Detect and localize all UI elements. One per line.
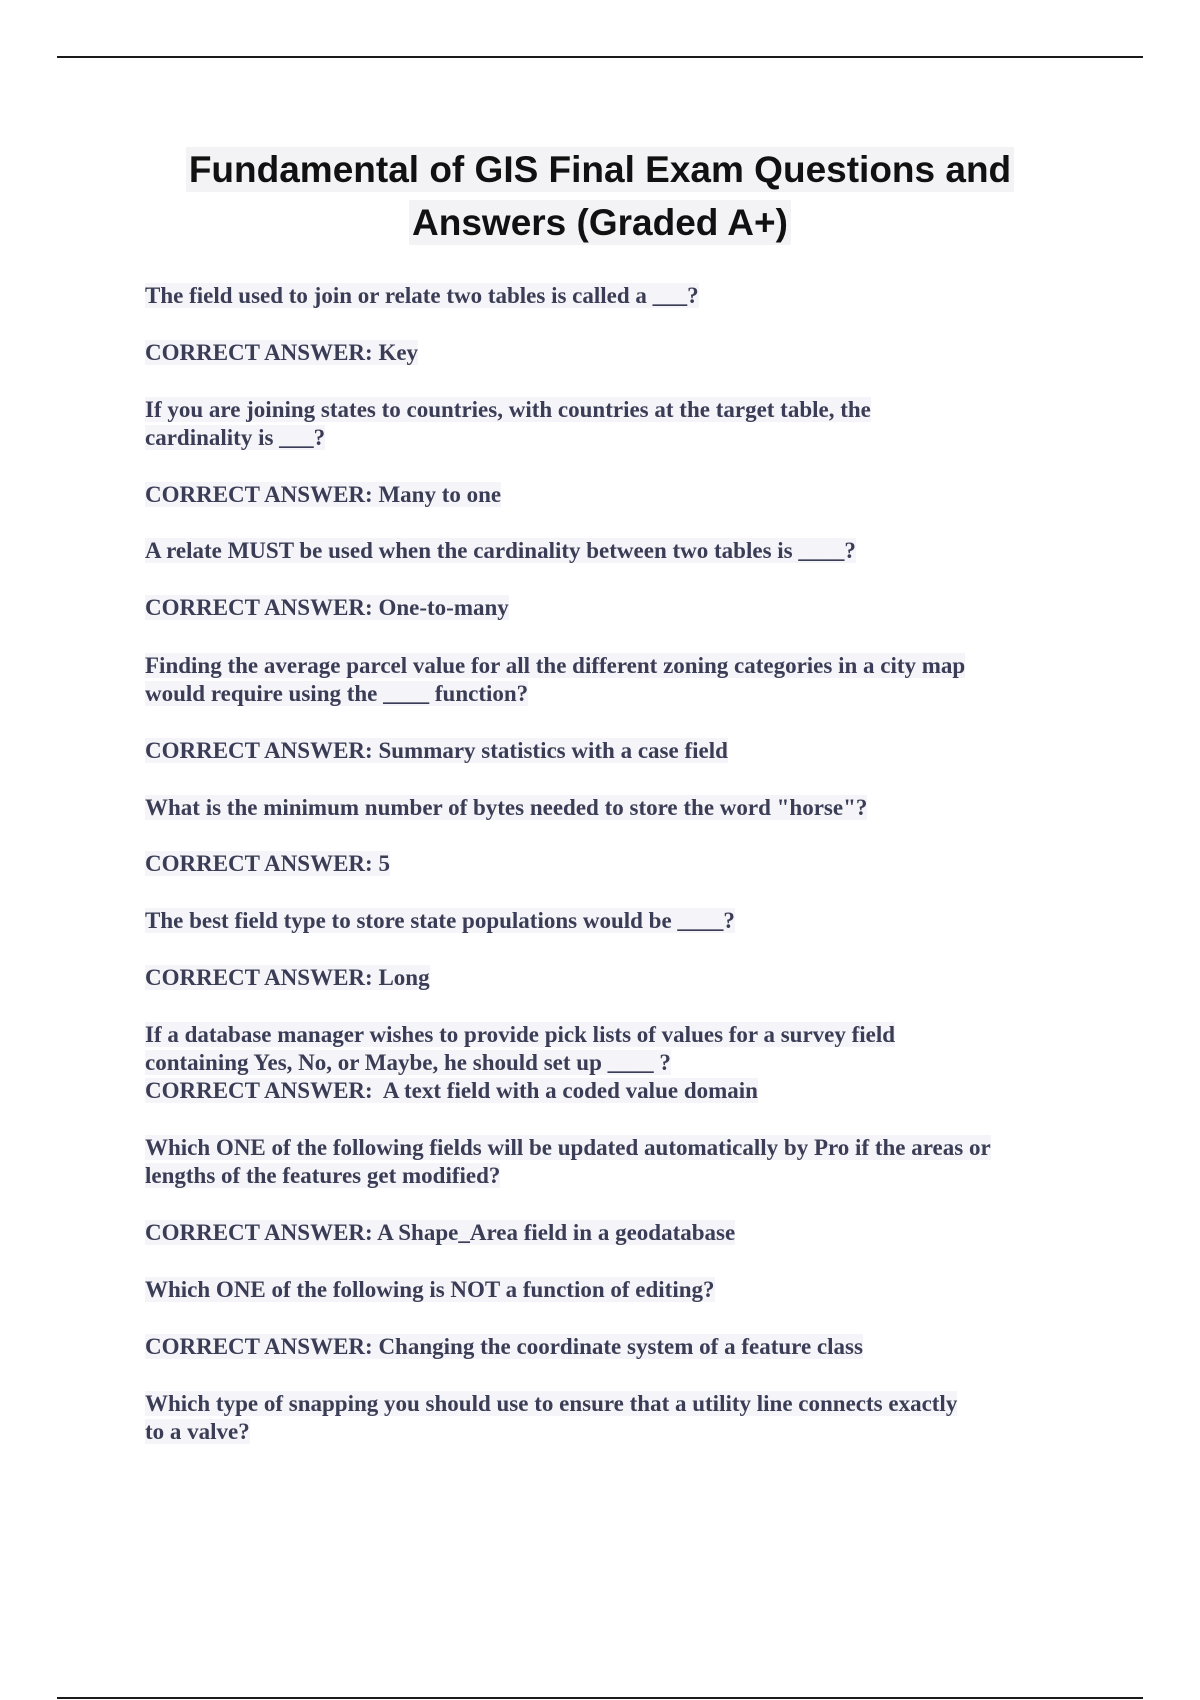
question-text: What is the minimum number of bytes needed to store the word "horse"? (145, 795, 868, 820)
question-text: If a database manager wishes to provide pick lists of values for a survey field containing Yes, No, or Maybe, he should set up ____ ? CORRECT ANSWER: A text field with a coded value domain (145, 1022, 896, 1103)
answer-text: CORRECT ANSWER: Long (145, 965, 430, 990)
document-title (100, 143, 1100, 249)
answer-text: CORRECT ANSWER: Summary statistics with a case field (145, 738, 728, 763)
question-text: Which ONE of the following fields will be updated automatically by Pro if the areas or lengths of the features get modified? (145, 1135, 991, 1188)
title-line-1: Fundamental of GIS Final Exam Questions and (186, 147, 1014, 192)
answer-text: CORRECT ANSWER: One-to-many (145, 595, 509, 620)
answer-text: CORRECT ANSWER: A Shape_Area field in a geodatabase (145, 1220, 736, 1245)
question-text: A relate MUST be used when the cardinality between two tables is ____? (145, 538, 856, 563)
answer-text: CORRECT ANSWER: Many to one (145, 482, 502, 507)
question-text: If you are joining states to countries, with countries at the target table, the cardinality is ___? (145, 397, 871, 450)
answer-text: CORRECT ANSWER: Changing the coordinate system of a feature class (145, 1334, 863, 1359)
question-text: Which type of snapping you should use to ensure that a utility line connects exactly to a valve? (145, 1391, 958, 1444)
answer-text: CORRECT ANSWER: Key (145, 340, 419, 365)
answer-text: CORRECT ANSWER: 5 (145, 851, 390, 876)
question-text: Finding the average parcel value for all the different zoning categories in a city map would require using the ____ function? (145, 653, 966, 706)
top-rule (57, 56, 1143, 58)
title-line-2: Answers (Graded A+) (409, 200, 791, 245)
question-text: Which ONE of the following is NOT a function of editing? (145, 1277, 715, 1302)
bottom-rule (57, 1697, 1143, 1699)
question-text: The best field type to store state populations would be ____? (145, 908, 735, 933)
question-text: The field used to join or relate two tables is called a ___? (145, 283, 699, 308)
